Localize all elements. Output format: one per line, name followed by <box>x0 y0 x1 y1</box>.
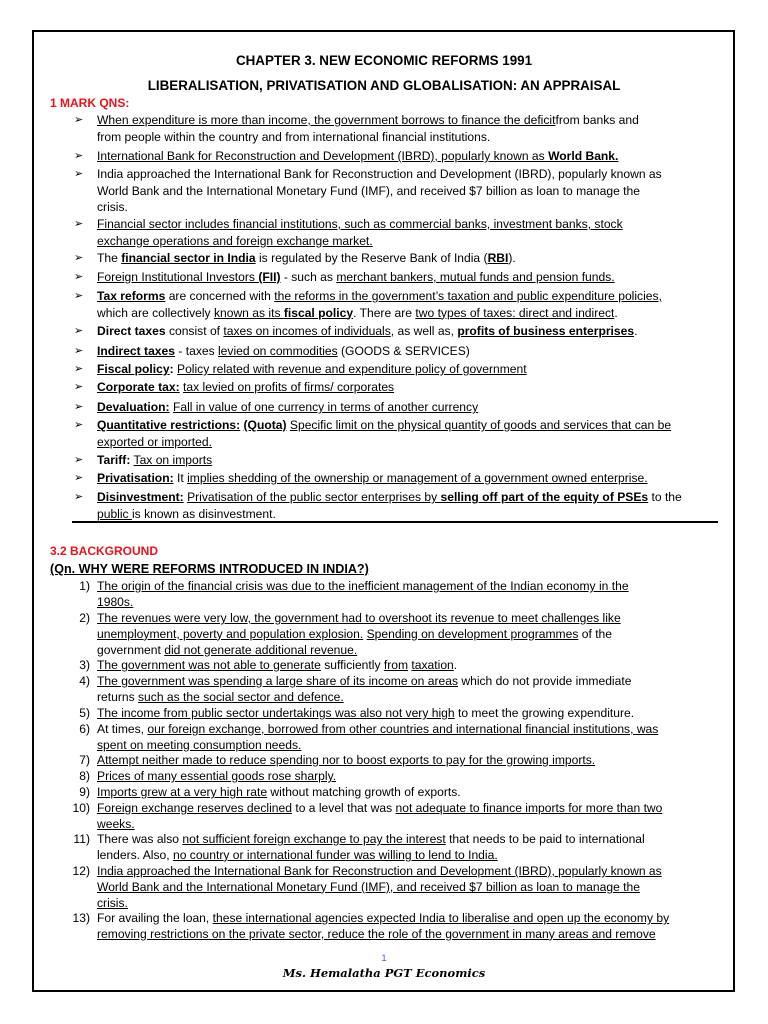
text-run: lenders. Also, <box>97 847 173 862</box>
list-item <box>74 323 715 340</box>
text-line <box>97 832 715 848</box>
text-run: (Quota) <box>243 418 287 432</box>
text-run: The revenues were very low, the government had to overshoot its revenue to meet challenges like <box>97 611 621 625</box>
text-line <box>97 506 715 523</box>
list-item <box>74 216 715 249</box>
text-line <box>97 880 715 896</box>
text-run: RBI <box>487 251 509 265</box>
item-number: 10) <box>72 801 90 815</box>
text-run: financial sector in India <box>121 251 256 265</box>
text-run: did not generate additional revenue. <box>164 642 358 657</box>
text-line <box>97 674 715 690</box>
text-run: of the <box>578 626 613 641</box>
bullet-arrow-icon: ➢ <box>74 381 84 393</box>
text-run: taxation <box>411 658 454 672</box>
text-run: taxes on incomes of individuals <box>223 324 391 338</box>
text-run: Corporate tax: <box>97 380 180 394</box>
footer-author: Ms. Hemalatha PGT Economics <box>282 966 486 980</box>
text-line <box>97 183 715 200</box>
text-line <box>97 769 715 785</box>
text-run: from people within the country and from international financial institutions. <box>97 129 491 144</box>
text-run: exported or imported. <box>97 434 212 449</box>
text-line <box>97 489 715 506</box>
text-run: Indirect taxes <box>97 344 175 358</box>
text-run: Fiscal policy <box>97 362 170 376</box>
text-run: to meet the growing expenditure. <box>454 706 635 720</box>
text-run: sufficiently <box>320 658 384 672</box>
numbered-item <box>79 722 715 754</box>
text-line <box>97 452 715 469</box>
text-line <box>97 129 715 146</box>
text-line <box>97 801 715 817</box>
text-line <box>97 817 715 833</box>
text-run: crisis. <box>97 895 128 910</box>
bullet-arrow-icon: ➢ <box>74 363 84 375</box>
list-item <box>74 417 715 450</box>
text-run: fiscal policy <box>283 305 354 320</box>
text-run: is regulated by the Reserve Bank of India ( <box>255 251 488 265</box>
text-line <box>97 611 715 627</box>
bullet-arrow-icon: ➢ <box>74 114 84 126</box>
text-run: International Bank for Reconstruction and Development (IBRD), popularly known as <box>97 149 549 163</box>
text-run: Policy related with revenue and expenditure policy of government <box>177 362 527 376</box>
text-line <box>97 216 715 233</box>
text-run: Imports grew at a very high rate <box>97 785 268 799</box>
text-run: consist of <box>165 324 224 338</box>
text-run: World Bank and the International Monetary Fund (IMF), and received $7 billion as loan to manage the <box>97 879 640 894</box>
text-line <box>97 379 715 396</box>
list-item <box>74 112 715 145</box>
list-item <box>74 489 715 522</box>
text-run: not sufficient foreign exchange to pay the interest <box>182 832 446 846</box>
text-run: . <box>634 324 638 338</box>
text-run: World Bank and the International Monetary Fund (IMF), and received $7 billion as loan to manage the <box>97 183 640 198</box>
text-run: tax levied on profits of firms/ corporates <box>183 380 395 394</box>
text-line <box>97 595 715 611</box>
text-line <box>97 112 715 129</box>
text-run: The government was not able to generate <box>97 658 321 672</box>
text-run: known as its <box>213 305 284 320</box>
text-line <box>97 722 715 738</box>
text-run: are concerned with <box>165 289 275 303</box>
text-line <box>97 148 715 165</box>
list-item <box>74 399 715 416</box>
text-run: the reforms in the government’s taxation and public expenditure policies, <box>274 289 662 303</box>
text-run: two types of taxes: direct and indirect <box>415 305 615 320</box>
bullet-arrow-icon: ➢ <box>74 345 84 357</box>
text-run: exchange operations and foreign exchange market. <box>97 233 373 248</box>
text-run: levied on commodities <box>218 344 338 358</box>
text-line <box>97 305 715 322</box>
text-line <box>97 896 715 912</box>
text-run: ). <box>508 251 516 265</box>
text-run: from <box>383 658 409 672</box>
text-line <box>97 399 715 416</box>
text-run: Prices of many essential goods rose sharply. <box>97 769 337 783</box>
bullet-arrow-icon: ➢ <box>74 472 84 484</box>
item-number: 7) <box>79 753 90 767</box>
text-run: The origin of the financial crisis was due to the inefficient management of the Indian economy in the <box>97 579 629 593</box>
text-run: our foreign exchange, borrowed from other countries and international financial institutions, was <box>147 722 659 736</box>
numbered-item <box>79 753 715 769</box>
bullet-arrow-icon: ➢ <box>74 290 84 302</box>
text-line <box>97 927 715 943</box>
text-run: unemployment, poverty and population explosion. <box>97 626 364 641</box>
text-line <box>97 643 715 659</box>
text-run: . <box>453 658 458 672</box>
text-run: (FII) <box>258 270 281 284</box>
numbered-item <box>79 579 715 611</box>
text-run: Attempt neither made to reduce spending nor to boost exports to pay for the growing imports. <box>97 753 596 767</box>
text-run: public <box>97 506 132 521</box>
list-item <box>74 343 715 360</box>
bullet-arrow-icon: ➢ <box>74 454 84 466</box>
text-run: Spending on development programmes <box>366 626 579 641</box>
bullet-arrow-icon: ➢ <box>74 150 84 162</box>
text-line <box>97 753 715 769</box>
item-number: 6) <box>79 722 90 736</box>
item-number: 5) <box>79 706 90 720</box>
bullet-arrow-icon: ➢ <box>74 325 84 337</box>
text-run: : <box>169 362 174 376</box>
list-item <box>74 269 715 286</box>
text-run: India approached the International Bank for Reconstruction and Development (IBRD), popularly known as <box>97 864 662 878</box>
item-number: 9) <box>79 785 90 799</box>
item-number: 4) <box>79 674 90 688</box>
section-heading-background: 3.2 BACKGROUND <box>50 544 159 558</box>
text-run: weeks. <box>97 816 135 831</box>
text-run: without matching growth of exports. <box>267 785 461 799</box>
section-divider <box>72 521 718 523</box>
text-line <box>97 434 715 451</box>
numbered-item <box>72 864 715 911</box>
item-number: 1) <box>79 579 90 593</box>
item-number: 12) <box>72 864 90 878</box>
text-run: Devaluation: <box>97 400 170 414</box>
text-line <box>97 911 715 927</box>
text-run: returns <box>97 689 138 704</box>
bullet-arrow-icon: ➢ <box>74 401 84 413</box>
numbered-item <box>72 911 715 943</box>
list-item <box>74 379 715 396</box>
section-heading-1-mark: 1 MARK QNS: <box>50 96 130 110</box>
text-run: which are collectively <box>97 305 214 320</box>
text-run: Quantitative restrictions: <box>97 418 241 432</box>
text-run: 1980s. <box>97 594 134 609</box>
text-run: Financial sector includes financial institutions, such as commercial banks, investment banks, stock <box>97 217 623 231</box>
bullet-arrow-icon: ➢ <box>74 218 84 230</box>
text-run: It <box>173 471 188 485</box>
text-run: that needs to be paid to international <box>445 832 645 846</box>
item-number: 13) <box>72 911 90 925</box>
text-run: these international agencies expected India to liberalise and open up the economy by <box>212 911 670 925</box>
text-run: When expenditure is more than income, the government borrows to finance the deficit <box>97 113 556 127</box>
text-line <box>97 269 715 286</box>
text-run: The income from public sector undertakings was also not very high <box>97 706 455 720</box>
bullet-arrow-icon: ➢ <box>74 419 84 431</box>
text-run: Specific limit on the physical quantity of goods and services that can be <box>289 418 672 432</box>
numbered-item <box>79 706 715 722</box>
text-line <box>97 361 715 378</box>
text-line <box>97 166 715 183</box>
text-run: removing restrictions on the private sector, reduce the role of the government in many areas and remove <box>97 926 656 941</box>
text-run: from banks and <box>555 113 639 127</box>
numbered-item <box>79 674 715 706</box>
text-run: The government was spending a large share of its income on areas <box>97 674 458 688</box>
text-run: implies shedding of the ownership or management of a government owned enterprise. <box>187 471 648 485</box>
numbered-item <box>79 769 715 785</box>
text-run: India approached the International Bank for Reconstruction and Development (IBRD), popularly known as <box>97 167 662 181</box>
text-run: Disinvestment: <box>97 490 184 504</box>
text-run: - taxes <box>174 344 218 358</box>
question-heading: (Qn. WHY WERE REFORMS INTRODUCED IN INDIA?) <box>50 562 369 576</box>
text-run: government <box>97 642 165 657</box>
text-line <box>97 233 715 250</box>
text-run: Foreign Institutional Investors <box>97 270 259 284</box>
numbered-item <box>72 801 715 833</box>
text-line <box>97 199 715 216</box>
text-run: (GOODS & SERVICES) <box>337 344 470 358</box>
text-run: merchant bankers, mutual funds and pension funds. <box>336 270 615 284</box>
bullet-arrow-icon: ➢ <box>74 168 84 180</box>
list-item <box>74 361 715 378</box>
text-run: selling off part of the equity of PSEs <box>440 490 649 504</box>
text-run: to the <box>648 490 682 504</box>
text-run: At times, <box>97 722 148 736</box>
text-run: . <box>614 305 618 320</box>
text-line <box>97 250 715 267</box>
list-item <box>74 148 715 165</box>
text-run: such as the social sector and defence. <box>138 689 344 704</box>
text-line <box>97 579 715 595</box>
numbered-item <box>79 785 715 801</box>
bullet-arrow-icon: ➢ <box>74 271 84 283</box>
bullet-arrow-icon: ➢ <box>74 252 84 264</box>
list-item <box>74 452 715 469</box>
text-run: Privatisation of the public sector enterprises by <box>187 490 441 504</box>
text-line <box>97 470 715 487</box>
text-run: The <box>97 251 122 265</box>
chapter-subtitle: LIBERALISATION, PRIVATISATION AND GLOBALISATION: AN APPRAISAL <box>147 78 621 93</box>
text-line <box>97 658 715 674</box>
text-run: which do not provide immediate <box>458 674 632 688</box>
item-number: 8) <box>79 769 90 783</box>
text-line <box>97 706 715 722</box>
text-run: no country or international funder was willing to lend to India. <box>172 847 498 862</box>
text-run: to a level that was <box>291 801 396 815</box>
text-line <box>97 627 715 643</box>
numbered-item <box>79 611 715 658</box>
text-run: Foreign exchange reserves declined <box>97 801 292 815</box>
text-run: Tax reforms <box>97 289 166 303</box>
text-run: For availing the loan, <box>97 911 213 925</box>
item-number: 11) <box>73 832 90 846</box>
text-run: not adequate to finance imports for more than two <box>395 801 663 815</box>
text-run: crisis. <box>97 200 128 214</box>
text-run: There was also <box>97 832 183 846</box>
text-line <box>97 785 715 801</box>
text-line <box>97 738 715 754</box>
text-line <box>97 417 715 434</box>
text-line <box>97 690 715 706</box>
text-line <box>97 848 715 864</box>
text-line <box>97 864 715 880</box>
list-item <box>74 470 715 487</box>
list-item <box>74 250 715 267</box>
text-run: Privatisation: <box>97 471 174 485</box>
text-run: . There are <box>353 305 416 320</box>
chapter-title: CHAPTER 3. NEW ECONOMIC REFORMS 1991 <box>235 53 533 68</box>
numbered-item <box>73 832 715 864</box>
text-run: profits of business enterprises <box>457 324 635 338</box>
text-line <box>97 323 715 340</box>
bullet-arrow-icon: ➢ <box>74 491 84 503</box>
text-run: World Bank. <box>548 149 619 163</box>
text-run: is known as disinvestment. <box>131 506 276 521</box>
text-run: Tax on imports <box>133 453 213 467</box>
item-number: 2) <box>79 611 90 625</box>
list-item <box>74 166 715 216</box>
item-number: 3) <box>79 658 90 672</box>
text-line <box>97 343 715 360</box>
text-run: Fall in value of one currency in terms of another currency <box>172 400 479 414</box>
text-run: spent on meeting consumption needs. <box>97 737 302 752</box>
text-run: , as well as, <box>390 324 458 338</box>
numbered-item <box>79 658 715 674</box>
text-run: Direct taxes <box>97 324 166 338</box>
text-run: Tariff: <box>97 453 131 467</box>
text-run: - such as <box>280 270 337 284</box>
list-item <box>74 288 715 321</box>
text-line <box>97 288 715 305</box>
page-number: 1 <box>381 953 387 963</box>
